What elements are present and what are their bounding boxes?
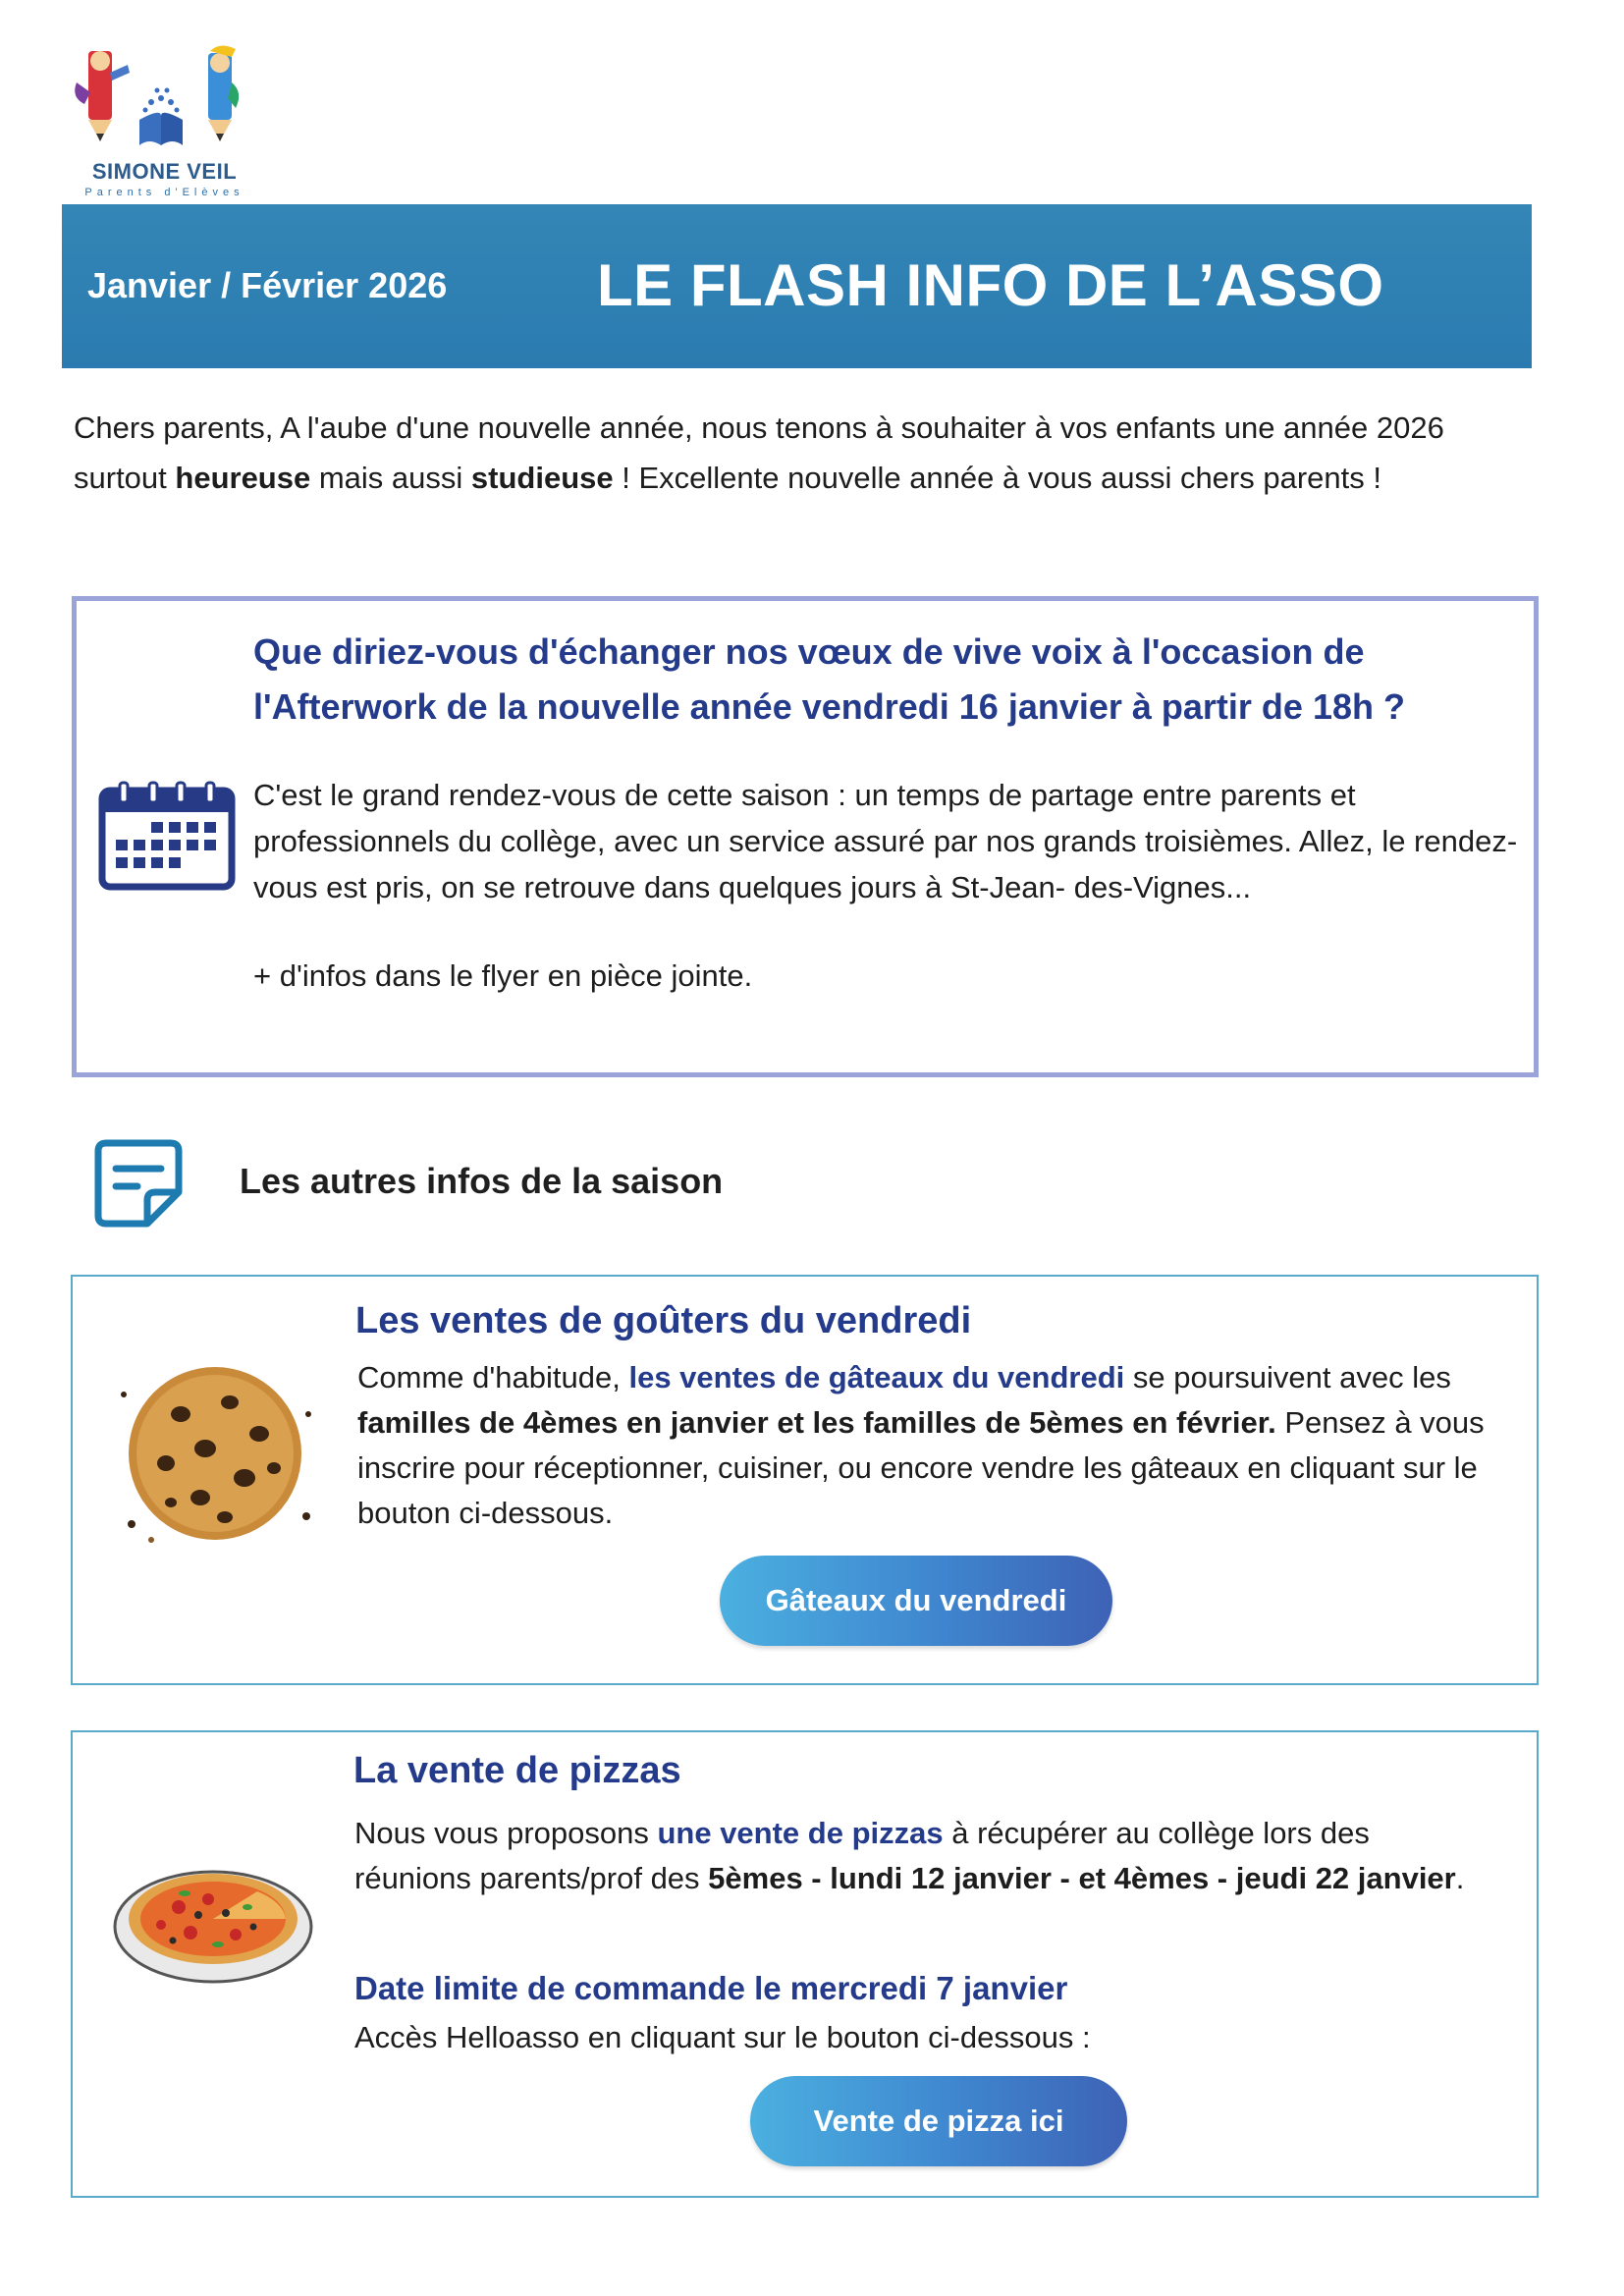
- pizza-sale-card: [71, 1730, 1539, 2198]
- note-icon: [92, 1137, 185, 1230]
- section-title: Les autres infos de la saison: [240, 1161, 724, 1201]
- event-heading: Que diriez-vous d'échanger nos vœux de vive voix à l'occasion de l'Afterwork de la nouvelle année vendredi 16 janvier à partir de 18h ?: [253, 631, 1405, 727]
- vente-pizza-button[interactable]: Vente de pizza ici: [750, 2076, 1127, 2166]
- goute-card-title: Les ventes de goûters du vendredi: [355, 1300, 972, 1341]
- issue-date: Janvier / Février 2026: [87, 265, 448, 305]
- goute-text-part: Comme d'habitude,: [357, 1360, 629, 1394]
- newsletter-title: LE FLASH INFO DE L’ASSO: [597, 252, 1384, 318]
- association-logo: [71, 43, 252, 200]
- pizza-order-deadline: Date limite de commande le mercredi 7 janvier: [354, 1970, 1068, 2006]
- goute-text-part: se poursuivent avec les: [1124, 1360, 1451, 1394]
- logo-pencils-icon: [71, 43, 252, 161]
- pizza-illustration: [110, 1850, 316, 1988]
- intro-text: mais aussi: [310, 461, 471, 495]
- cookie-illustration: [112, 1355, 318, 1552]
- pizza-text-highlight: une vente de pizzas: [657, 1816, 944, 1850]
- pizza-card-title: La vente de pizzas: [353, 1750, 681, 1791]
- pizza-card-text: [354, 1811, 1484, 1901]
- pizza-access-text: Accès Helloasso en cliquant sur le bouton ci-dessous :: [354, 2020, 1091, 2054]
- goute-text-bold: familles de 4èmes en janvier et les familles de 5èmes en février.: [357, 1405, 1276, 1440]
- intro-text: ! Excellente nouvelle année à vous aussi chers parents !: [613, 461, 1381, 495]
- section-header: [67, 1129, 1520, 1228]
- pizza-text-part: .: [1455, 1861, 1465, 1895]
- goute-text-part: Pensez à vous inscrire pour réceptionner, cuisiner, ou encore vendre les gâteaux en cliquant sur le bouton ci-dessous.: [357, 1405, 1485, 1530]
- afterwork-event-box: [72, 596, 1539, 1077]
- goute-card-text: [357, 1355, 1526, 1536]
- event-more-info: + d'infos dans le flyer en pièce jointe.: [253, 958, 753, 993]
- event-description: C'est le grand rendez-vous de cette saison : un temps de partage entre parents et professionnels du collège, avec un service assuré par nos grands troisièmes. Allez, le rendez-vous est pris, on se retrouve dans quelques jours à St-Jean- des-Vignes...: [253, 778, 1518, 904]
- header-banner: [62, 204, 1532, 368]
- pizza-text-part: Nous vous proposons: [354, 1816, 658, 1850]
- goute-sale-card: [71, 1275, 1539, 1685]
- intro-text: Chers parents, A l'aube d'une nouvelle année, nous tenons à souhaiter à vos enfants une année 2026 surtout: [74, 410, 1444, 495]
- pizza-text-bold: 5èmes - lundi 12 janvier - et 4èmes - jeudi 22 janvier: [708, 1861, 1456, 1895]
- intro-paragraph: [74, 403, 1527, 503]
- logo-subtitle: Parents d'Elèves: [84, 187, 244, 198]
- intro-bold-heureuse: heureuse: [175, 461, 311, 495]
- gateaux-vendredi-button[interactable]: Gâteaux du vendredi: [720, 1556, 1112, 1646]
- intro-bold-studieuse: studieuse: [470, 461, 614, 495]
- logo-name: SIMONE VEIL: [91, 159, 238, 184]
- calendar-icon: [98, 781, 236, 891]
- goute-text-highlight: les ventes de gâteaux du vendredi: [628, 1360, 1125, 1394]
- pizza-text-part: à récupérer au collège lors des réunions parents/prof des: [354, 1816, 1370, 1895]
